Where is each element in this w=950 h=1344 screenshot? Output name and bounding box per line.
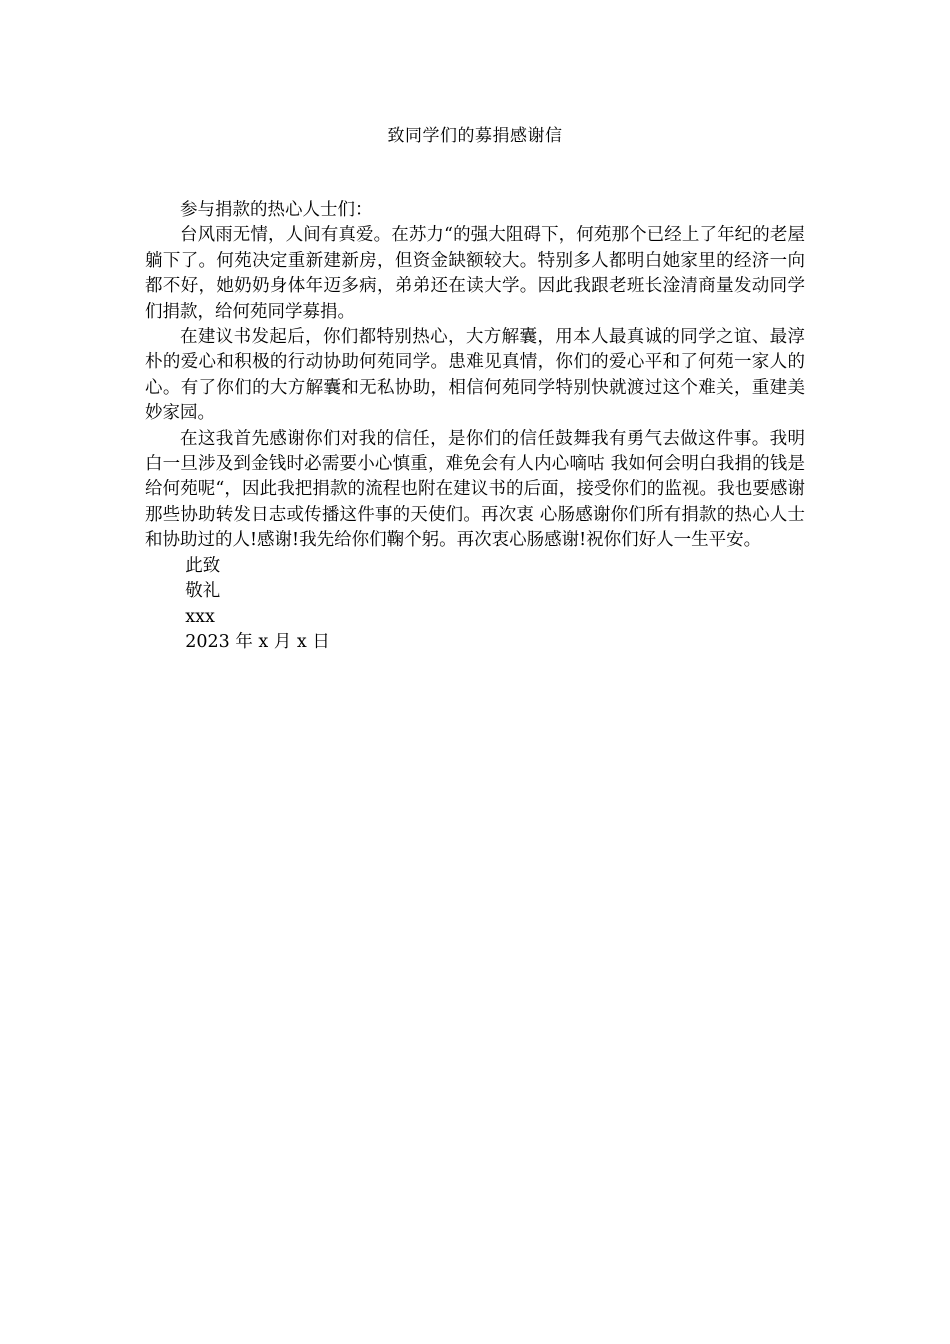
paragraph-1: 台风雨无情，人间有真爱。在苏力“的强大阻碍下，何苑那个已经上了年纪的老屋躺下了。何苑决定重新建新房，但资金缺额较大。特别多人都明白她家里的经济一向都不好，她奶奶身体年迈多病，弟弟还在读大学。因此我跟老班长淦清商量发动同学们捐款，给何苑同学募捐。 bbox=[145, 225, 805, 322]
signature: xxx bbox=[185, 606, 215, 627]
closing-line-1: 此致 bbox=[185, 555, 221, 576]
letter-date: 2023 年 x 月 x 日 bbox=[185, 631, 330, 652]
paragraph-2: 在建议书发起后，你们都特别热心，大方解囊，用本人最真诚的同学之谊、最淳朴的爱心和积极的行动协助何苑同学。患难见真情，你们的爱心平和了何苑一家人的心。有了你们的大方解囊和无私协助，相信何苑同学特别快就渡过这个难关，重建美妙家园。 bbox=[145, 327, 805, 424]
salutation: 参与捐款的热心人士们： bbox=[180, 200, 373, 220]
paragraph-3: 在这我首先感谢你们对我的信任，是你们的信任鼓舞我有勇气去做这件事。我明白一旦涉及到金钱时必需要小心慎重，难免会有人内心嘀咕 我如何会明白我捐的钱是给何苑呢“，因此我把捐款的流程也附在建议书的后面，接受你们的监视。我也要感谢那些协助转发日志或传播这件事的天使们。再次衷 心肠感谢你们所有捐款的热心人士和协助过的人!感谢!我先给你们鞠个躬。再次衷心肠感谢!祝你们好人一生平安。 bbox=[145, 428, 805, 551]
closing-line-2: 敬礼 bbox=[185, 581, 221, 602]
letter-body bbox=[145, 198, 805, 655]
letter-title: 致同学们的募捐感谢信 bbox=[387, 126, 563, 146]
